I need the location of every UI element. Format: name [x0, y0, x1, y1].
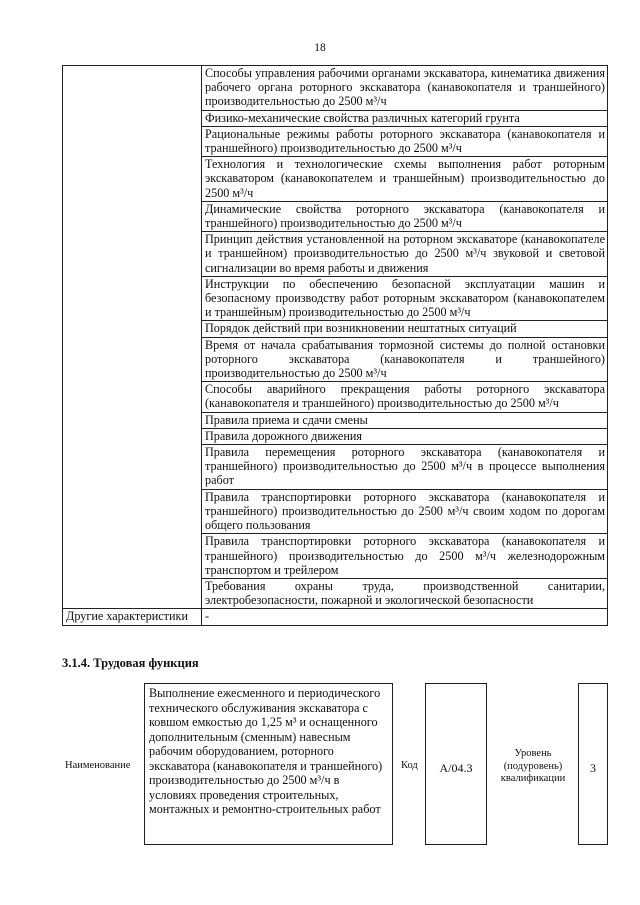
- row-value-cell: Правила транспортировки роторного экскаватора (канавокопателя и траншейного) производительностью до 2500 м³/ч своим ходом по дорогам общего пользования: [202, 489, 608, 534]
- code-value-box: [425, 683, 487, 845]
- row-value-cell: Способы аварийного прекращения работы роторного экскаватора (канавокопателя и траншейного) производительностью до 2500 м³/ч: [202, 382, 608, 412]
- name-label: Наименование: [65, 760, 131, 771]
- row-value-cell: Технология и технологические схемы выполнения работ роторным экскаватором (канавокопателем и траншейным) производительностью до 2500 м³/ч: [202, 157, 608, 202]
- table-row: [63, 609, 608, 625]
- row-value-cell: Требования охраны труда, производственной санитарии, электробезопасности, пожарной и экологической безопасности: [202, 578, 608, 608]
- code-label: Код: [401, 760, 418, 771]
- row-value-cell: Рациональные режимы работы роторного экскаватора (канавокопателя и траншейного) производительностью до 2500 м³/ч: [202, 126, 608, 156]
- row-value-cell: Правила приема и сдачи смены: [202, 412, 608, 428]
- code-value: A/04.3: [439, 761, 473, 775]
- row-value-cell: Правила дорожного движения: [202, 428, 608, 444]
- row-value-cell: Способы управления рабочими органами экскаватора, кинематика движения рабочего органа роторного экскаватора (канавокопателя и траншейного) производительностью до 2500 м³/ч: [202, 66, 608, 111]
- knowledge-table: [62, 65, 608, 626]
- page-number: 18: [314, 42, 326, 54]
- name-value-box: Выполнение ежесменного и периодического технического обслуживания экскаватора с ковшом емкостью до 1,25 м³ и оснащенного дополнительным (сменным) навесным рабочим оборудованием, роторного экскаватора (канавокопателя и траншейного) производительностью до 2500 м³/ч в условиях проведения строительных, монтажных и ремонтно-строительных работ: [144, 683, 393, 845]
- row-value-cell: Динамические свойства роторного экскаватора (канавокопателя и траншейного) производительностью до 2500 м³/ч: [202, 201, 608, 231]
- other-characteristics-value: -: [202, 609, 608, 625]
- row-key-cell: [63, 66, 202, 609]
- qualification-level-label: Уровень (подуровень) квалификации: [500, 748, 566, 784]
- row-value-cell: Правила транспортировки роторного экскаватора (канавокопателя и траншейного) производительностью до 2500 м³/ч железнодорожным транспортом и трейлером: [202, 534, 608, 579]
- row-value-cell: Время от начала срабатывания тормозной системы до полной остановки роторного экскаватора (канавокопателя и траншейного) производительностью до 2500 м³/ч: [202, 337, 608, 382]
- row-value-cell: Физико-механические свойства различных категорий грунта: [202, 110, 608, 126]
- section-title: 3.1.4. Трудовая функция: [62, 656, 199, 670]
- other-characteristics-label: Другие характеристики: [63, 609, 202, 625]
- row-value-cell: Инструкции по обеспечению безопасной эксплуатации машин и безопасному производству работ роторным экскаватором (канавокопателем и траншейным) производительностью до 2500 м³/ч: [202, 276, 608, 321]
- row-value-cell: Порядок действий при возникновении нештатных ситуаций: [202, 321, 608, 337]
- row-value-cell: Правила перемещения роторного экскаватора (канавокопателя и траншейного) производительностью до 2500 м³/ч в процессе выполнения работ: [202, 445, 608, 490]
- qualification-level-box: [578, 683, 608, 845]
- row-value-cell: Принцип действия установленной на роторном экскаваторе (канавокопателе и траншейном) производительностью до 2500 м³/ч звуковой и световой сигнализации во время работы и движения: [202, 232, 608, 277]
- table-row: [63, 66, 608, 111]
- qualification-level-value: 3: [590, 761, 596, 775]
